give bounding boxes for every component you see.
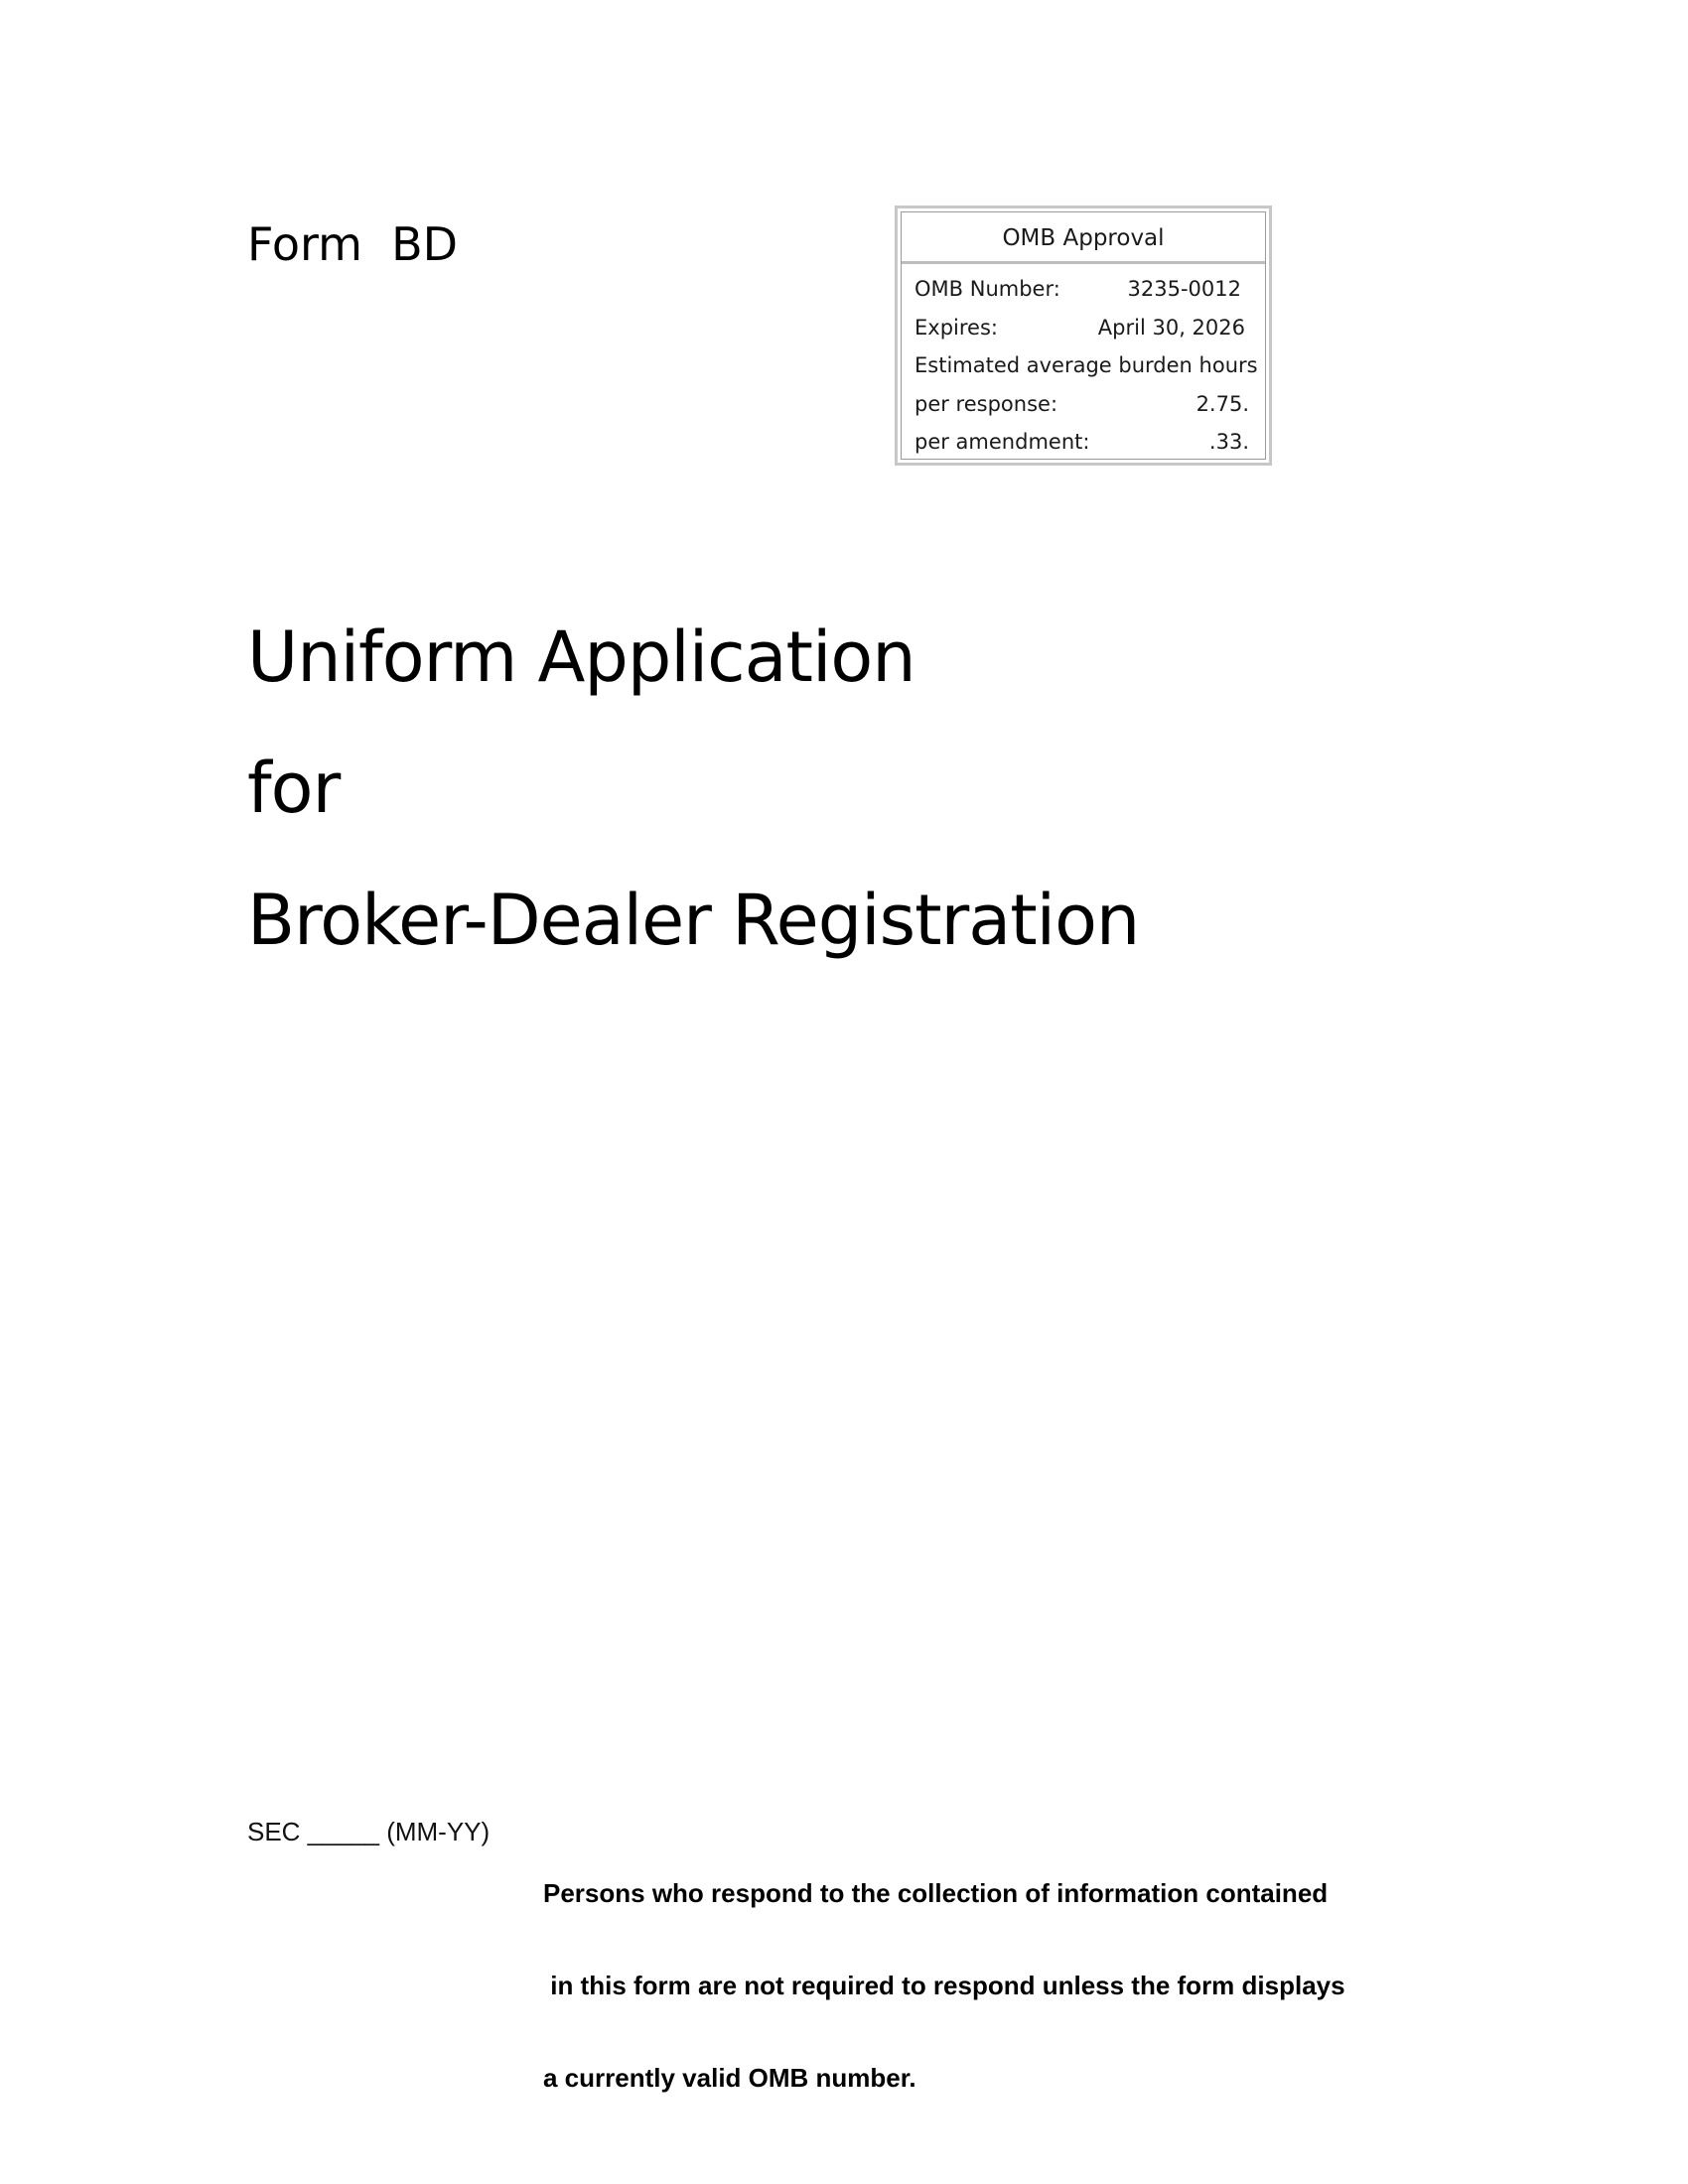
- title-line-1: Uniform Application: [247, 616, 915, 698]
- per-response-row: [914, 385, 1249, 424]
- per-amendment-value: .33.: [1208, 430, 1249, 454]
- expires-value: April 30, 2026: [1097, 315, 1245, 340]
- burden-row: [914, 346, 1258, 385]
- per-response-label: per response:: [914, 391, 1058, 416]
- omb-notice-line-2: in this form are not required to respond unless the form displays: [543, 1971, 1345, 2000]
- omb-notice-line-3: a currently valid OMB number.: [543, 2063, 916, 2093]
- omb-approval-box: [895, 205, 1272, 466]
- burden-label: Estimated average burden hours: [914, 353, 1258, 377]
- omb-notice: [543, 1817, 1345, 2124]
- per-response-value: 2.75.: [1196, 391, 1249, 416]
- expires-label: Expires:: [914, 315, 998, 340]
- omb-notice-line-1: Persons who respond to the collection of information contained: [543, 1878, 1329, 1908]
- omb-number-row: [914, 270, 1249, 309]
- per-amendment-row: [914, 423, 1249, 462]
- form-label: Form BD: [247, 217, 459, 271]
- omb-number-label: OMB Number:: [914, 277, 1060, 301]
- omb-number-value: 3235-0012: [1127, 277, 1241, 301]
- omb-approval-rows: [902, 264, 1265, 462]
- title-line-3: Broker-Dealer Registration: [247, 880, 1140, 961]
- per-amendment-label: per amendment:: [914, 430, 1090, 454]
- sec-form-code: SEC _____ (MM-YY): [247, 1817, 491, 1846]
- omb-approval-inner: [901, 211, 1266, 460]
- omb-approval-header: OMB Approval: [902, 212, 1265, 264]
- title-line-2: for: [247, 748, 341, 829]
- expires-row: [914, 309, 1249, 347]
